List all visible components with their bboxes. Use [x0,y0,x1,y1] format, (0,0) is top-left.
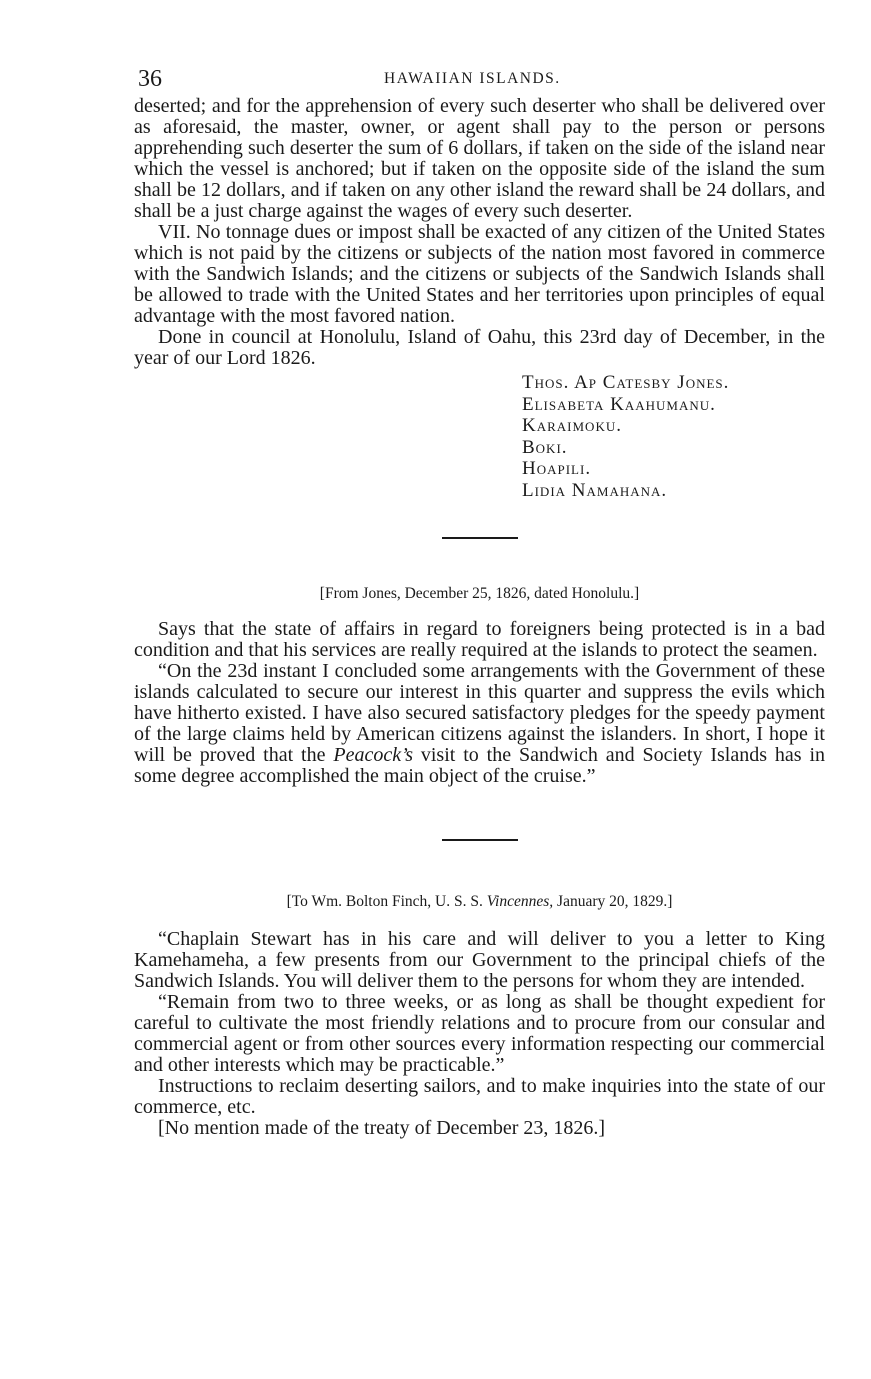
treaty-article-continuation: deserted; and for the apprehension of every such deserter who shall be delivered over as aforesaid, the master, owner, or agent shall pay to the person or persons apprehending such deserter the sum of 6 dollars, if taken on the side of the island near which the vessel is anchored; but if taken on the opposite side of the island the sum shall be 12 dollars, and if taken on any other island the reward shall be 24 dollars, and shall be a just charge against the wages of every such deserter. [134,95,825,222]
signature-karaimoku: Karaimoku. [522,415,622,436]
finch-instructions-para-3: Instructions to reclaim deserting sailors, and to make inquiries into the state of our commerce, etc. [134,1075,825,1118]
signature-kaahumanu: Elisabeta Kaahumanu. [522,393,716,415]
ship-name: Vincennes, [486,893,554,910]
finch-instructions-heading [134,893,825,911]
jones-letter-summary: Says that the state of affairs in regard to foreigners being protected is in a bad condition and that his services are really required at the islands to protect the seamen. [134,618,825,661]
heading-text-post: January 20, 1829.] [557,893,673,910]
running-header [134,66,825,96]
quote-text-part1: “On the 23d instant I concluded some arrangements with the Government of these islands calculated to secure our interest in this quarter and suppress the evils which have hitherto existed. I have also secured satisfactory pledges for the speedy payment of the large claims held by American citizens against the islanders. In short, I hope it will be proved that the [134,660,825,766]
ship-name: Peacock’s [333,744,413,766]
section-divider [442,839,518,841]
signature-hoapili: Hoapili. [522,458,592,479]
heading-text-pre: [To Wm. Bolton Finch, U. S. S. [286,893,483,910]
page-number: 36 [138,66,162,92]
document-page [134,66,825,1139]
signature-block [522,372,825,501]
signature-jones: Thos. Ap Catesby Jones. [522,372,730,393]
signature-namahana: Lidia Namahana. [522,479,668,501]
jones-letter-heading: [From Jones, December 25, 1826, dated Honolulu.] [319,585,640,602]
treaty-done-in-council: Done in council at Honolulu, Island of Oahu, this 23rd day of December, in the year of our Lord 1826. [134,326,825,369]
jones-letter-quote [134,661,825,787]
running-title: HAWAIIAN ISLANDS. [384,70,561,87]
quote-text-part2: visit to the Sandwich and Society Islands has in some degree accomplished the main object of the cruise.” [134,744,826,787]
section-divider [442,537,518,539]
finch-instructions-para-1: “Chaplain Stewart has in his care and will deliver to you a letter to King Kamehameha, a few presents from our Government to the principal chiefs of the Sandwich Islands. You will deliver them to the persons for whom they are intended. [134,928,825,992]
finch-instructions-para-2: “Remain from two to three weeks, or as long as shall be thought expedient for careful to cultivate the most friendly relations and to procure from our consular and commercial agent or from other sources every information respecting our commercial and other interests which may be practicable.” [134,991,825,1076]
signature-boki: Boki. [522,436,568,458]
treaty-article-vii: VII. No tonnage dues or impost shall be exacted of any citizen of the United States which is not paid by the citizens or subjects of the nation most favored in commerce with the Sandwich Islands; and the citizens or subjects of the Sandwich Islands shall be allowed to trade with the United States and her territories upon principles of equal advantage with the most favored nation. [134,221,825,327]
finch-instructions-note: [No mention made of the treaty of December 23, 1826.] [158,1117,606,1139]
